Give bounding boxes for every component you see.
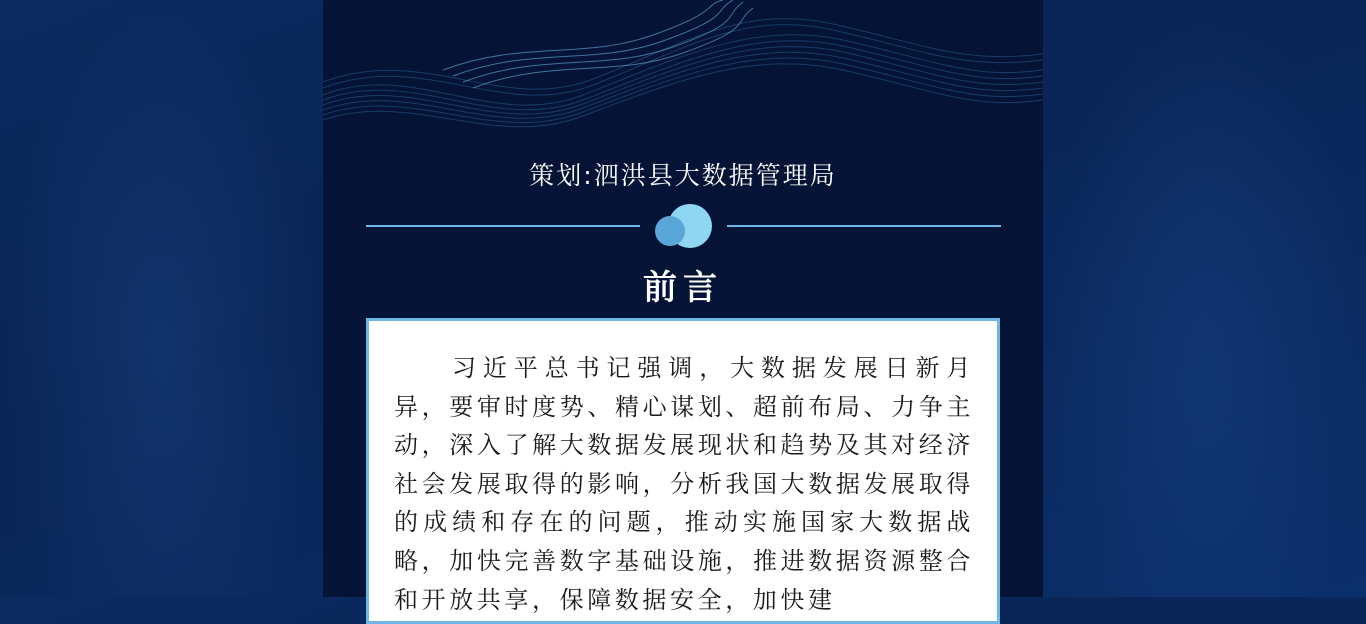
divider-line-left xyxy=(366,225,640,227)
section-title: 前言 xyxy=(643,268,723,308)
divider-line-right xyxy=(727,225,1001,227)
preface-paragraph: 习近平总书记强调，大数据发展日新月异，要审时度势、精心谋划、超前布局、力争主动，深入了解大数据发展现状和趋势及其对经济社会发展取得的影响，分析我国大数据发展取得的成绩和存在的问题，推动实施国家大数据战略，加快完善数字基础设施，推进数据资源整合和开放共享，保障数据安全，加快建 xyxy=(394,354,974,614)
article-column[interactable] xyxy=(323,0,1043,614)
decorative-wave-lines xyxy=(323,0,1043,150)
preface-text-box xyxy=(366,318,1000,624)
decorative-circle-small xyxy=(655,216,685,246)
right-background-panel xyxy=(1043,0,1366,597)
planner-credit: 策划:泗洪县大数据管理局 xyxy=(529,161,837,190)
left-background-panel xyxy=(0,0,323,597)
